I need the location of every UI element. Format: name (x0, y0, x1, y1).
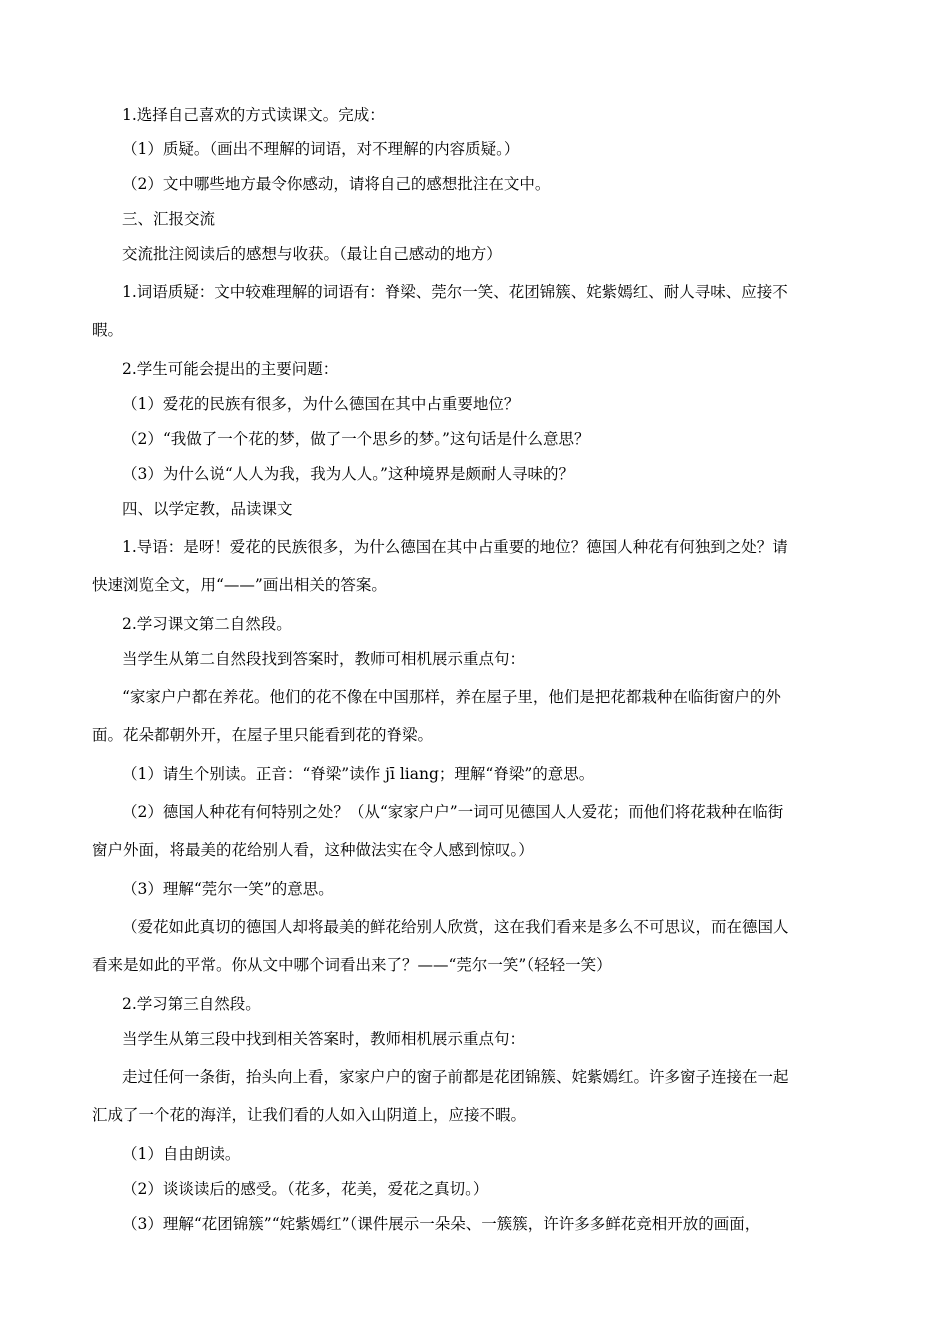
question-1: （1）爱花的民族有很多，为什么德国在其中占重要地位？ (122, 395, 520, 413)
task-annotate-feelings: （2）文中哪些地方最令你感动，请将自己的感想批注在文中。 (122, 175, 551, 193)
key-sentence-intro-2: 当学生从第三段中找到相关答案时，教师相机展示重点句： (122, 1030, 526, 1048)
key-sentence-2-line-1: 走过任何一条街，抬头向上看，家家户户的窗子前都是花团锦簇、姹紫嫣红。许多窗子连接在一起 (122, 1068, 789, 1086)
student-questions-heading: 2.学生可能会提出的主要问题： (122, 360, 339, 378)
section-heading-read: 四、以学定教，品读课文 (122, 500, 293, 518)
vocab-doubts-line-1: 1.词语质疑：文中较难理解的词语有：脊梁、莞尔一笑、花团锦簇、姹紫嫣红、耐人寻味、应接不 (122, 283, 788, 301)
reading-pronunciation: （1）请生个别读。正音：“脊梁”读作 jī liang；理解“脊梁”的意思。 (122, 765, 595, 783)
feelings-after-reading: （2）谈谈读后的感受。（花多，花美，爱花之真切。） (122, 1180, 489, 1198)
key-sentence-1-line-2: 面。花朵都朝外开，在屋子里只能看到花的脊梁。 (92, 726, 434, 744)
smile-explain-line-2: 看来是如此的平常。你从文中哪个词看出来了？——“莞尔一笑”（轻轻一笑） (92, 956, 612, 974)
question-2: （2）“我做了一个花的梦，做了一个思乡的梦。”这句话是什么意思？ (122, 430, 590, 448)
study-paragraph-2: 2.学习课文第二自然段。 (122, 615, 292, 633)
question-3: （3）为什么说“人人为我，我为人人。”这种境界是颇耐人寻味的？ (122, 465, 574, 483)
free-reading: （1）自由朗读。 (122, 1145, 241, 1163)
understand-smile: （3）理解“莞尔一笑”的意思。 (122, 880, 334, 898)
key-sentence-intro-1: 当学生从第二自然段找到答案时，教师可相机展示重点句： (122, 650, 526, 668)
task-question-doubts: （1）质疑。（画出不理解的词语，对不理解的内容质疑。） (122, 140, 520, 158)
key-sentence-1-line-1: “家家户户都在养花。他们的花不像在中国那样，养在屋子里，他们是把花都栽种在临街窗户的外 (122, 688, 781, 706)
key-sentence-2-line-2: 汇成了一个花的海洋，让我们看的人如入山阴道上，应接不暇。 (92, 1106, 527, 1124)
special-point-line-2: 窗户外面，将最美的花给别人看，这种做法实在令人感到惊叹。） (92, 841, 534, 859)
intro-line-1: 1.导语：是呀！爱花的民族很多，为什么德国在其中占重要的地位？德国人种花有何独到之处？请 (122, 538, 788, 556)
study-paragraph-3: 2.学习第三自然段。 (122, 995, 261, 1013)
exchange-paragraph: 交流批注阅读后的感想与收获。（最让自己感动的地方） (122, 245, 502, 263)
special-point-line-1: （2）德国人种花有何特别之处？（从“家家户户”一词可见德国人人爱花；而他们将花栽种在临街 (122, 803, 784, 821)
vocab-doubts-line-2: 暇。 (92, 321, 124, 339)
understand-idioms: （3）理解“花团锦簇”“姹紫嫣红”（课件展示一朵朵、一簇簇，许许多多鲜花竞相开放的画面， (122, 1215, 761, 1233)
step-1-instruction: 1.选择自己喜欢的方式读课文。完成： (122, 106, 385, 124)
section-heading-report: 三、汇报交流 (122, 210, 216, 228)
intro-line-2: 快速浏览全文，用“——”画出相关的答案。 (92, 576, 387, 594)
smile-explain-line-1: （爱花如此真切的德国人却将最美的鲜花给别人欣赏，这在我们看来是多么不可思议，而在德国人 (122, 918, 789, 936)
